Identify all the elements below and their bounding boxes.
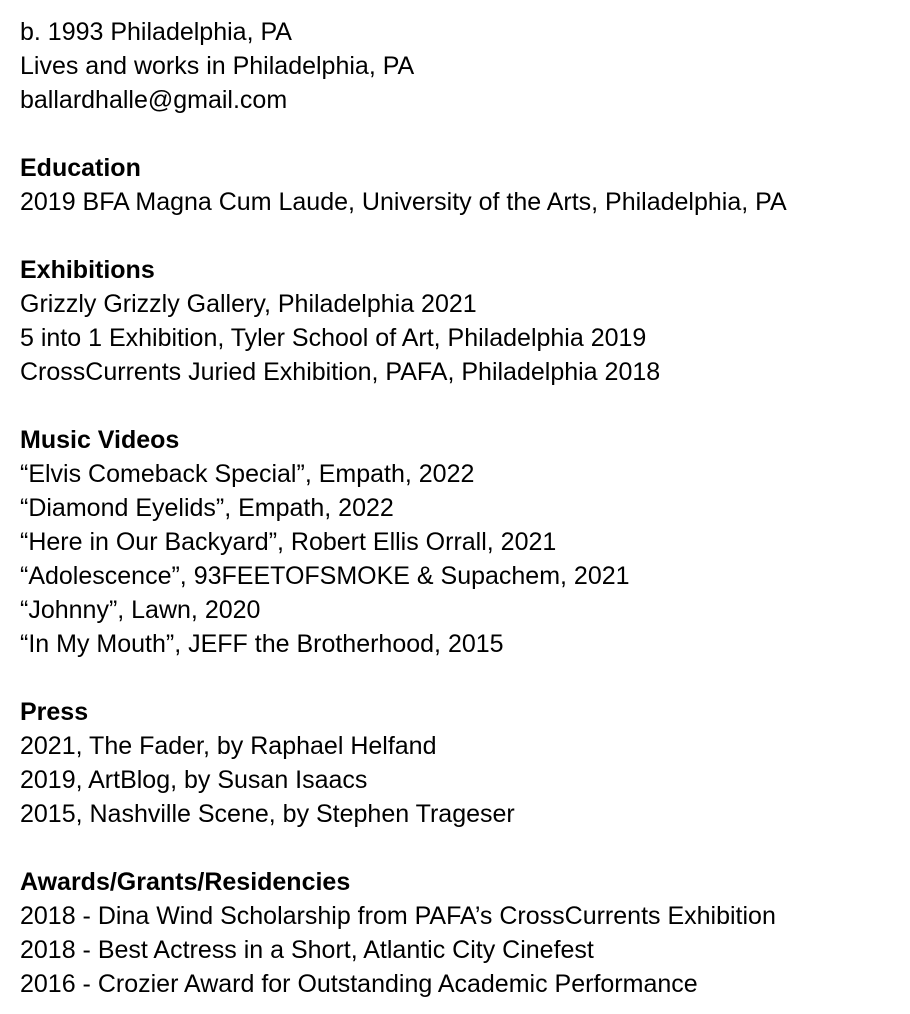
cv-document [20, 15, 900, 1001]
music-video-item: “Elvis Comeback Special”, Empath, 2022 [20, 460, 475, 488]
section-heading-exhibitions: Exhibitions [20, 256, 155, 284]
award-item: 2018 - Best Actress in a Short, Atlantic City Cinefest [20, 936, 594, 964]
email-address: ballardhalle@gmail.com [20, 86, 288, 114]
exhibition-item: Grizzly Grizzly Gallery, Philadelphia 2021 [20, 290, 477, 318]
contact-block [20, 15, 900, 117]
music-video-item: “Johnny”, Lawn, 2020 [20, 596, 261, 624]
residence-info: Lives and works in Philadelphia, PA [20, 52, 415, 80]
education-item: 2019 BFA Magna Cum Laude, University of the Arts, Philadelphia, PA [20, 188, 787, 216]
award-item: 2016 - Crozier Award for Outstanding Academic Performance [20, 970, 698, 998]
education-section [20, 151, 900, 219]
birth-info: b. 1993 Philadelphia, PA [20, 18, 292, 46]
section-heading-education: Education [20, 154, 141, 182]
section-heading-press: Press [20, 698, 89, 726]
section-heading-music-videos: Music Videos [20, 426, 180, 454]
section-heading-awards: Awards/Grants/Residencies [20, 868, 351, 896]
press-item: 2021, The Fader, by Raphael Helfand [20, 732, 437, 760]
award-item: 2018 - Dina Wind Scholarship from PAFA’s CrossCurrents Exhibition [20, 902, 776, 930]
music-video-item: “Here in Our Backyard”, Robert Ellis Orrall, 2021 [20, 528, 557, 556]
exhibition-item: CrossCurrents Juried Exhibition, PAFA, Philadelphia 2018 [20, 358, 661, 386]
music-video-item: “Diamond Eyelids”, Empath, 2022 [20, 494, 394, 522]
press-section [20, 695, 900, 831]
music-videos-section [20, 423, 900, 661]
awards-section [20, 865, 900, 1001]
press-item: 2015, Nashville Scene, by Stephen Trageser [20, 800, 515, 828]
press-item: 2019, ArtBlog, by Susan Isaacs [20, 766, 368, 794]
exhibition-item: 5 into 1 Exhibition, Tyler School of Art, Philadelphia 2019 [20, 324, 647, 352]
exhibitions-section [20, 253, 900, 389]
music-video-item: “Adolescence”, 93FEETOFSMOKE & Supachem, 2021 [20, 562, 630, 590]
music-video-item: “In My Mouth”, JEFF the Brotherhood, 2015 [20, 630, 504, 658]
